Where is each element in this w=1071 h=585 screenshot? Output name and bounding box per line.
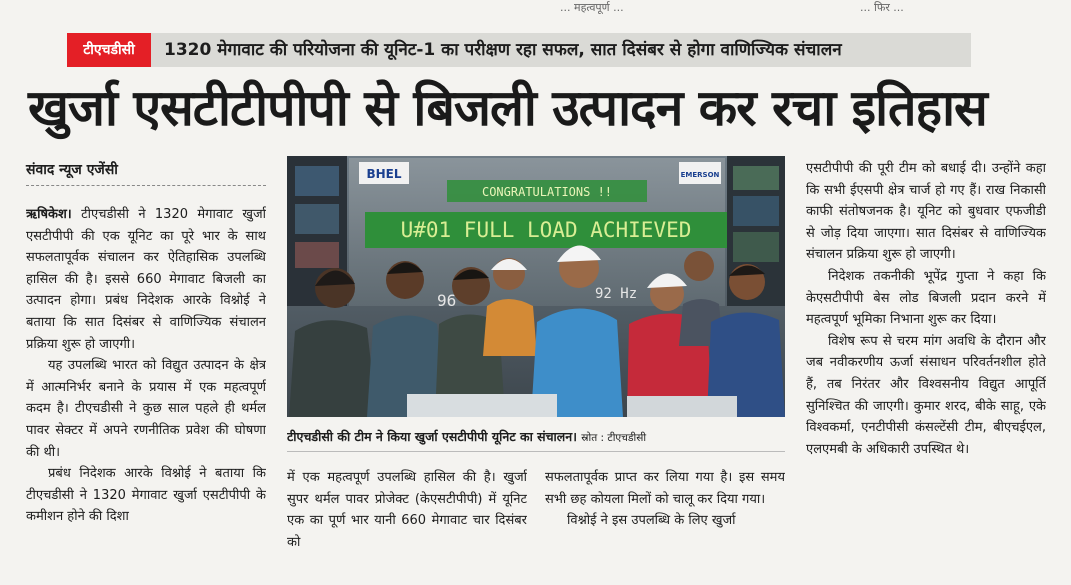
photo-source: स्रोत : टीएचडीसी (581, 432, 647, 444)
article-column-3 (545, 467, 785, 557)
photo-caption (287, 423, 785, 451)
top-text-fragment: ... महत्वपूर्ण ... (560, 1, 624, 14)
dateline: ऋषिकेश। (26, 207, 72, 222)
paragraph: निदेशक तकनीकी भूपेंद्र गुप्ता ने कहा कि केएसटीपीपी बेस लोड बिजली प्रदान करने में महत्वपूर्ण भूमिका निभाना शुरू कर दिया। (806, 268, 1046, 328)
news-photo (287, 156, 785, 417)
screen-full-load: U#01 FULL LOAD ACHIEVED (400, 218, 692, 242)
headline: खुर्जा एसटीटीपीपी से बिजली उत्पादन कर रचा इतिहास (28, 79, 987, 137)
screen-reading-right: 92 Hz (595, 286, 638, 302)
caption-divider (287, 451, 785, 452)
paragraph: एसटीपीपी की पूरी टीम को बधाई दी। उन्होंने कहा कि सभी ईएसपी क्षेत्र चार्ज हो गए हैं। राख निकासी काफी संतोषजनक है। यूनिट को बुधवार एफजीडी से जोड़ दिया जाएगा। सात दिसंबर से वाणिज्यिक संचालन प्रक्रिया शुरू हो जाएगी। (806, 161, 1046, 263)
caption-text: टीएचडीसी की टीम ने किया खुर्जा एसटीपीपी यूनिट का संचालन। (287, 429, 577, 444)
kicker-text: 1320 मेगावाट की परियोजना की यूनिट-1 का परीक्षण रहा सफल, सात दिसंबर से होगा वाणिज्यिक संचालन (164, 40, 842, 60)
article-column-4 (806, 158, 1046, 556)
paragraph: टीएचडीसी ने 1320 मेगावाट खुर्जा एसटीपीपी की एक यूनिट का पूरे भार के साथ सफलतापूर्वक संचालन कर ऐतिहासिक उपलब्धि हासिल की है। इससे 660 मेगावाट बिजली का उत्पादन होगा। प्रबंध निदेशक आरके विश्नोई ने बताया कि सात दिसंबर से वाणिज्यिक संचालन प्रक्रिया शुरू हो जाएगी। (26, 207, 266, 352)
emerson-logo-text: EMERSON (680, 171, 720, 179)
screen-reading-left: 96 (437, 291, 457, 310)
bhel-logo-text: BHEL (366, 167, 402, 181)
paragraph: विश्नोई ने इस उपलब्धि के लिए खुर्जा (567, 513, 736, 529)
paragraph: प्रबंध निदेशक आरके विश्नोई ने बताया कि टीएचडीसी ने 1320 मेगावाट खुर्जा एसटीपीपी के कमीशन होने की दिशा (26, 466, 266, 525)
byline-divider (26, 185, 266, 186)
paragraph: विशेष रूप से चरम मांग अवधि के दौरान और जब नवीकरणीय ऊर्जा संसाधन परिवर्तनशील होते हैं, तब निरंतर और विश्वसनीय विद्युत आपूर्ति सुनिश्चित की जाएगी। कुमार शरद, बीके साहू, एके विश्वकर्मा, एनटीपीसी कंसल्टेंसी टीम, बीएचईएल, एलएमबी के अधिकारी उपस्थित थे। (806, 333, 1046, 457)
paragraph: सफलतापूर्वक प्राप्त कर लिया गया है। इस समय सभी छह कोयला मिलों को चालू कर दिया गया। (545, 470, 785, 507)
screen-congrats: CONGRATULATIONS !! (481, 185, 613, 199)
article-column-2 (287, 467, 527, 557)
section-tag: टीएचडीसी (67, 33, 151, 67)
byline: संवाद न्यूज एजेंसी (26, 162, 118, 178)
article-column-1 (26, 204, 266, 556)
paragraph: यह उपलब्धि भारत को विद्युत उत्पादन के क्षेत्र में आत्मनिर्भर बनाने के प्रयास में एक महत्वपूर्ण कदम है। टीएचडीसी ने कुछ साल पहले ही थर्मल पावर सेक्टर में अपने रणनीतिक प्रवेश की घोषणा की थी। (26, 358, 266, 460)
paragraph: में एक महत्वपूर्ण उपलब्धि हासिल की है। खुर्जा सुपर थर्मल पावर प्रोजेक्ट (केएसटीपीपी) में यूनिट एक का पूर्ण भार यानी 660 मेगावाट चार दिसंबर को (287, 470, 527, 550)
top-text-fragment: ... फिर ... (860, 1, 904, 14)
